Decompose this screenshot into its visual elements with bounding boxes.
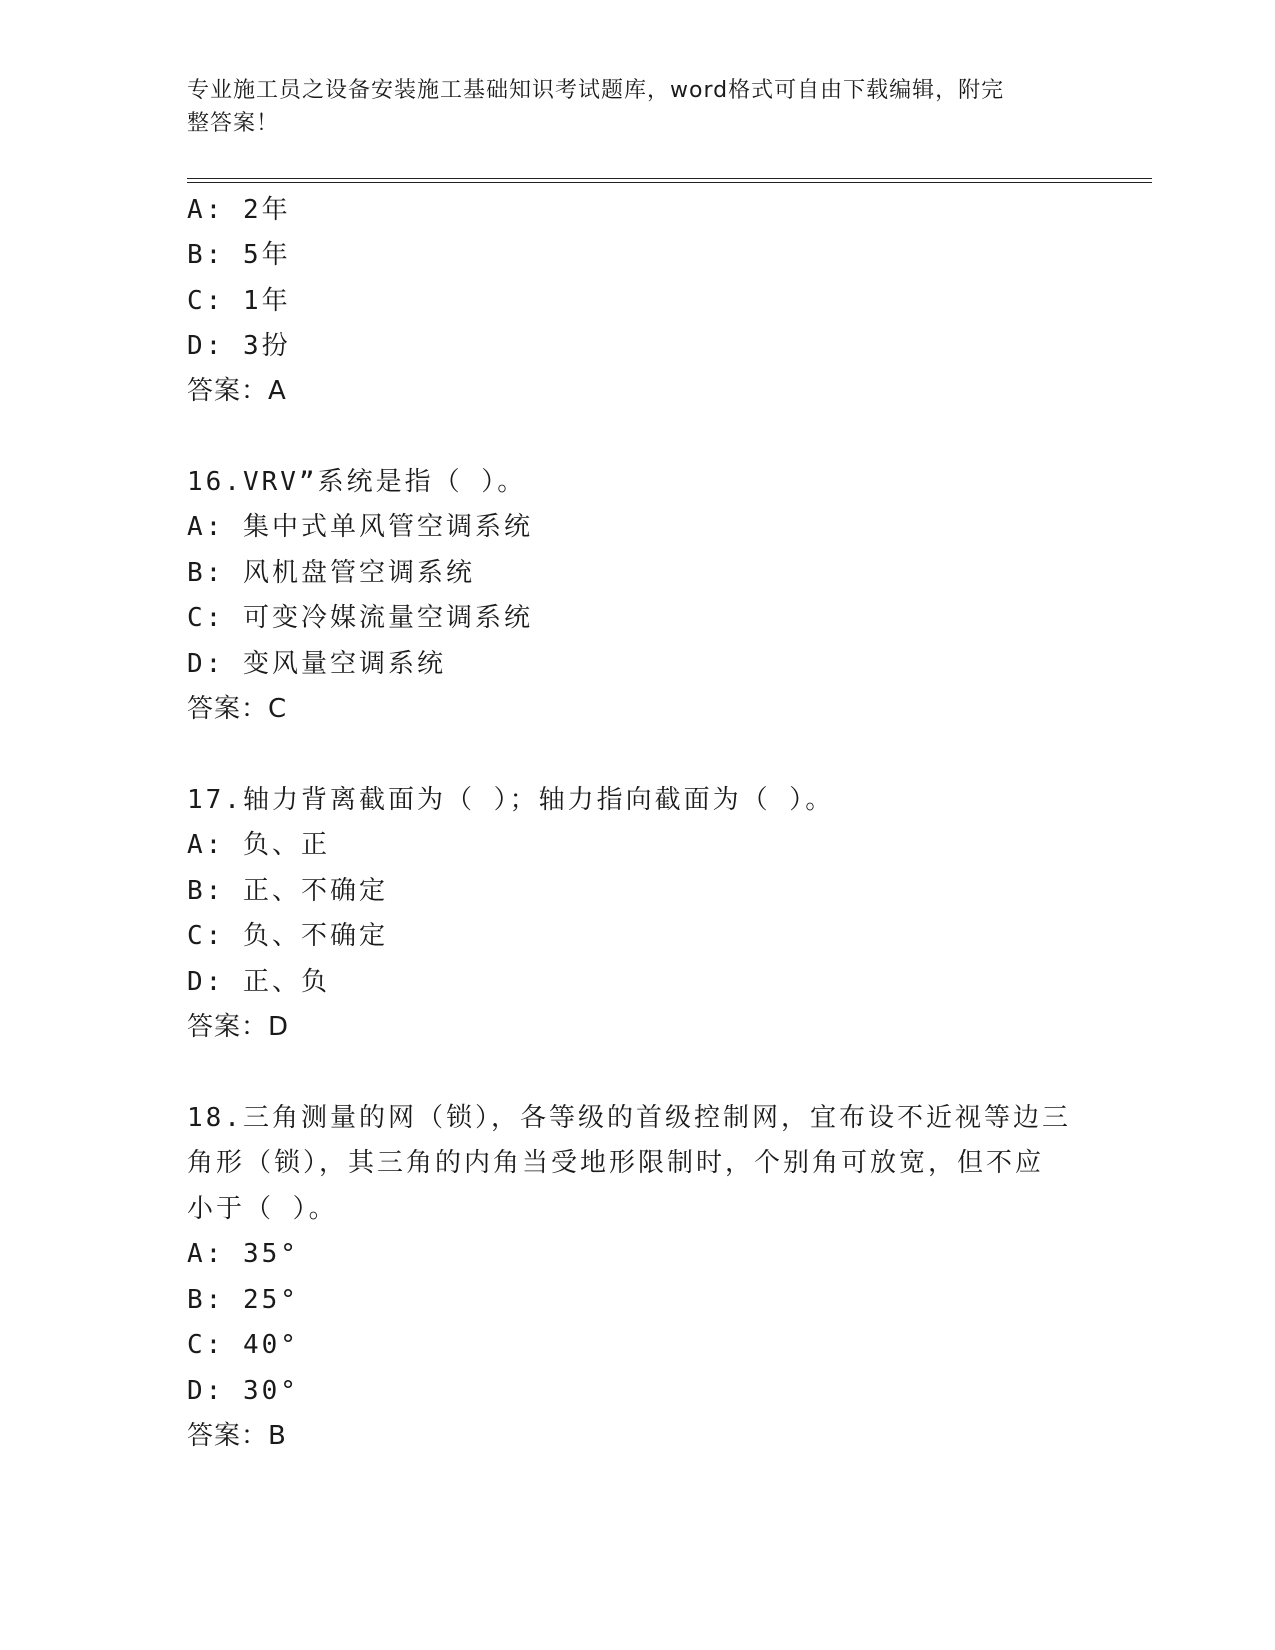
- q16-question: 16.VRV”系统是指（ ）。: [187, 467, 527, 497]
- q18-answer: 答案：B: [187, 1421, 287, 1451]
- q17-option-a: A: 负、正: [187, 830, 330, 860]
- q17-option-b: B: 正、不确定: [187, 876, 388, 906]
- header-divider-top: [187, 178, 1152, 179]
- q15-option-d: D: 3扮: [187, 331, 291, 361]
- q18-question-line-1: 18.三角测量的网（锁），各等级的首级控制网，宜布设不近视等边三: [187, 1103, 1071, 1133]
- q15-option-b: B: 5年: [187, 240, 291, 270]
- document-header: [187, 74, 1087, 140]
- q15-option-a: A: 2年: [187, 195, 291, 225]
- q16-option-b: B: 风机盘管空调系统: [187, 558, 475, 588]
- header-line-2: 整答案！: [187, 111, 280, 136]
- header-divider-bottom: [187, 182, 1152, 183]
- q18-option-c: C: 40°: [187, 1330, 299, 1360]
- q18-option-a: A: 35°: [187, 1239, 299, 1269]
- q17-option-c: C: 负、不确定: [187, 921, 388, 951]
- q16-option-a: A: 集中式单风管空调系统: [187, 512, 533, 542]
- q18-option-b: B: 25°: [187, 1285, 299, 1315]
- q17-question: 17.轴力背离截面为（ ）；轴力指向截面为（ ）。: [187, 785, 835, 815]
- q17-answer: 答案：D: [187, 1012, 290, 1042]
- q17-option-d: D: 正、负: [187, 967, 330, 997]
- q18-question-line-3: 小于（ ）。: [187, 1194, 338, 1224]
- q16-option-d: D: 变风量空调系统: [187, 649, 446, 679]
- q16-option-c: C: 可变冷媒流量空调系统: [187, 603, 533, 633]
- q16-answer: 答案：C: [187, 694, 288, 724]
- q15-option-c: C: 1年: [187, 286, 291, 316]
- header-line-1: 专业施工员之设备安装施工基础知识考试题库，word格式可自由下载编辑，附完: [187, 78, 1005, 103]
- q15-answer: 答案：A: [187, 376, 287, 406]
- q18-option-d: D: 30°: [187, 1376, 299, 1406]
- q18-question-line-2: 角形（锁），其三角的内角当受地形限制时，个别角可放宽，但不应: [187, 1148, 1045, 1178]
